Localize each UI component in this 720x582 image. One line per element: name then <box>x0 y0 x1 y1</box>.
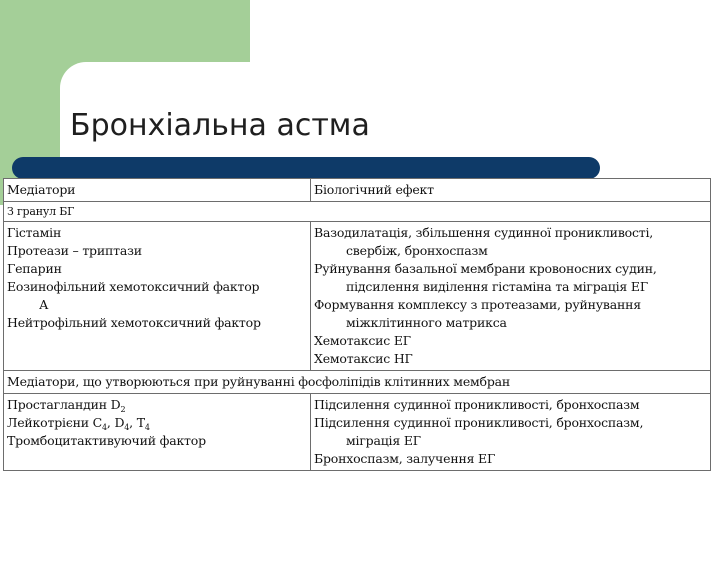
mediator-leukotrienes: Лейкотрієни $С_4$, $D_4$, $Т_4$ <box>7 415 150 432</box>
effect-line: Руйнування базальної мембрани кровоносних судин, <box>314 261 657 276</box>
effect-line: міграція ЕГ <box>346 433 421 448</box>
header-effects: Біологічний ефект <box>311 179 711 202</box>
mediators-table <box>3 178 711 471</box>
slide-title: Бронхіальна астма <box>70 108 370 143</box>
section1-effects-cell <box>311 222 711 371</box>
mediator-histamine: Гістамін <box>7 225 62 240</box>
table-header-row <box>4 179 711 202</box>
mediator-paf: Тромбоцитактивуючий фактор <box>7 433 206 448</box>
section2-label: Медіатори, що утворюються при руйнуванні фосфоліпідів клітинних мембран <box>4 371 711 394</box>
effect-line: Хемотаксис ЕГ <box>314 333 411 348</box>
mediator-neutrophil-factor: Нейтрофільний хемотоксичний фактор <box>7 315 261 330</box>
mediator-prostaglandin: Простагландин $D_2$ <box>7 397 126 414</box>
section2-effects-cell <box>311 394 711 471</box>
section2-mediators-cell <box>4 394 311 471</box>
section1-label: З гранул БГ <box>4 202 711 222</box>
table-row <box>4 394 711 471</box>
mediator-eosinophil-factor: Еозинофільний хемотоксичний фактор <box>7 279 260 294</box>
section-label-row <box>4 202 711 222</box>
effect-line: підсилення виділення гістаміна та міграція ЕГ <box>346 279 648 294</box>
mediator-tryptase: Протеази – триптази <box>7 243 142 258</box>
effect-line: свербіж, бронхоспазм <box>346 243 488 258</box>
table-row <box>4 222 711 371</box>
effect-line: Підсилення судинної проникливості, бронхоспазм, <box>314 415 644 430</box>
effect-line: Формування комплексу з протеазами, руйнування <box>314 297 641 312</box>
effect-line: Вазодилатація, збільшення судинної проникливості, <box>314 225 654 240</box>
mediator-eosinophil-factor-a: А <box>39 297 49 312</box>
effect-line: Підсилення судинної проникливості, бронхоспазм <box>314 397 640 412</box>
title-accent-bar <box>12 157 600 179</box>
section1-mediators-cell <box>4 222 311 371</box>
mediator-heparin: Гепарин <box>7 261 62 276</box>
effect-line: Хемотаксис НГ <box>314 351 413 366</box>
effect-line: Бронхоспазм, залучення ЕГ <box>314 451 496 466</box>
section-label-row <box>4 371 711 394</box>
header-mediators: Медіатори <box>4 179 311 202</box>
effect-line: міжклітинного матрикса <box>346 315 507 330</box>
